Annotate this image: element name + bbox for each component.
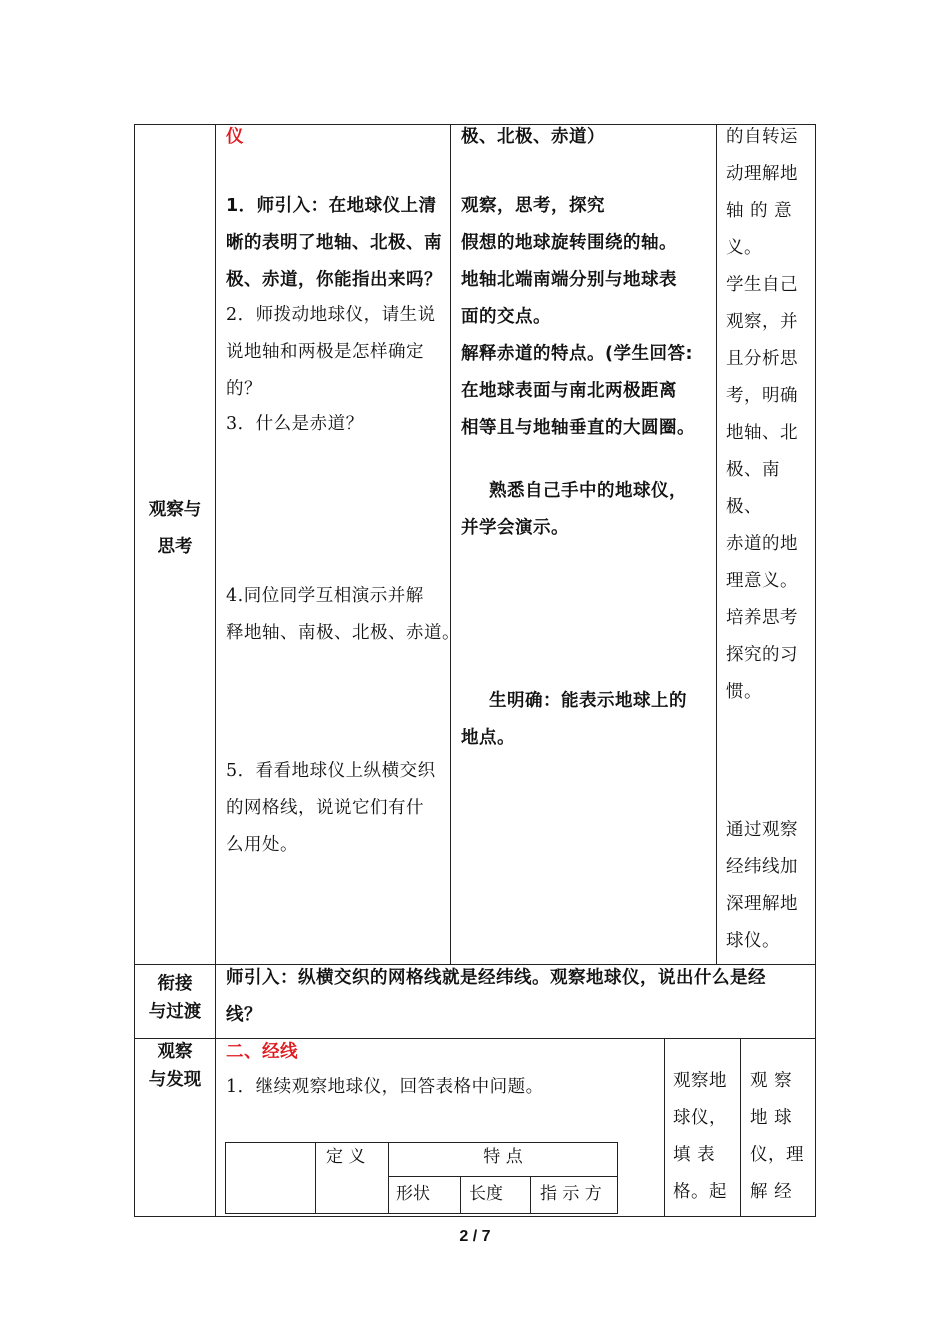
teacher-step-4: 4.同位同学互相演示并解 释地轴、南极、北极、赤道。 [226,586,460,643]
student-activity-2: 熟悉自己手中的地球仪， 并学会演示。 [461,481,687,538]
inner-table-col4 [530,1176,531,1214]
table-border-right [815,124,816,1217]
teacher-step-3: 3．什么是赤道？ [226,414,364,434]
col-divider-student [716,124,717,965]
student-activity-3: 生明确：能表示地球上的 地点。 [461,691,687,748]
purpose-notes-1: 的自转运 动理解地 轴 的 意 义。 学生自己 观察，并 且分析思 考，明确 地轴、北 极、南极、 赤道的地 理意义。 培养思考 探究的习 惯。 [726,127,798,702]
teacher-top-word: 仪 [226,127,244,147]
inner-table-bottom [225,1213,618,1214]
inner-header-definition: 定 义 [326,1147,366,1167]
teacher-step-1: 1．师引入：在地球仪上清 晰的表明了地轴、北极、南 极、赤道，你能指出来吗？ [226,196,442,290]
purpose-notes-2: 通过观察 经纬线加 深理解地 球仪。 [726,820,798,951]
row-label-observe-think: 观察与 思考 [148,500,202,557]
inner-table-col1 [315,1142,316,1214]
inner-header-shape: 形状 [396,1184,430,1204]
discovery-student-notes: 观察地 球仪， 填 表 格。起 [673,1071,727,1202]
table-border-bottom [134,1216,816,1217]
row-label-transition: 衔接 与过渡 [148,974,202,1022]
inner-table-col3 [460,1176,461,1214]
col-divider-label [215,124,216,1217]
inner-header-direction: 指 示 方 [540,1184,602,1204]
student-top-line: 极、北极、赤道） [461,127,605,147]
col-divider-teacher [450,124,451,965]
teacher-step-5: 5．看看地球仪上纵横交织 的网格线，说说它们有什 么用处。 [226,761,436,855]
inner-table-left [225,1142,226,1214]
discovery-purpose-notes: 观 察 地 球 仪，理 解 经 [750,1071,804,1202]
col-divider-row3-b [740,1038,741,1217]
page-number: 2 / 7 [459,1228,491,1245]
teacher-step-2: 2．师拨动地球仪，请生说 说地轴和两极是怎样确定 的？ [226,305,436,399]
section-heading-meridian: 二、经线 [226,1042,298,1062]
inner-header-features: 特 点 [483,1147,523,1167]
col-divider-row3-a [664,1038,665,1217]
inner-header-length: 长度 [469,1184,503,1204]
discovery-instruction: 1．继续观察地球仪，回答表格中问题。 [226,1077,544,1097]
transition-text: 师引入：纵横交织的网格线就是经纬线。观察地球仪，说出什么是经 线？ [226,968,766,1025]
inner-table-right [617,1142,618,1214]
row-label-observe-discover: 观察 与发现 [148,1042,202,1090]
student-activity-1: 观察，思考，探究 假想的地球旋转围绕的轴。 地轴北端南端分别与地球表 面的交点。 解释赤道的特点。(学生回答: 在地球表面与南北两极距离 相等且与地轴垂直的大圆圈。 [461,196,695,438]
